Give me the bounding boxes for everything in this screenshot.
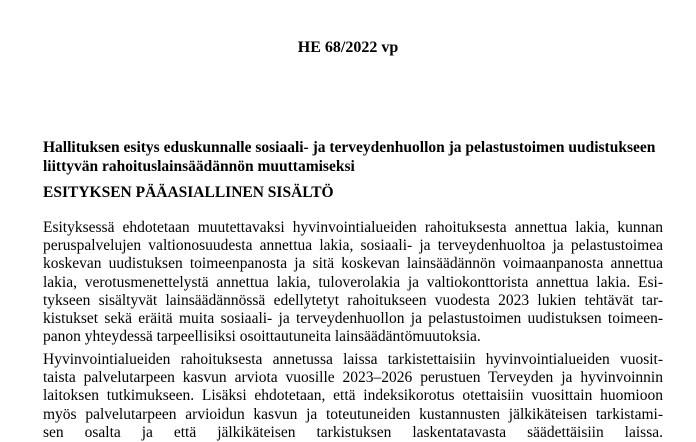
paragraph-line: Esityksessä ehdotetaan muutettavaksi hyvinvointialueiden rahoituksesta annettua lakia, kunnan	[43, 219, 663, 236]
paragraph-line: tykseen sisältyvät lainsäädännössä edellytetyt rahoitukseen vuodesta 2023 lukien tehtävät tar-	[43, 291, 663, 309]
document-id: HE 68/2022 vp	[297, 39, 399, 56]
paragraph-line: koskevan uudistuksen toimeenpanosta ja sitä koskevan lainsäädännön voimaanpanosta annettua	[43, 255, 663, 273]
paragraph-line: sen osalta ja että jälkikäteisen tarkistuksen laskentatavasta säädettäisiin laissa.	[43, 423, 663, 441]
paragraph-line: lakia, verotusmenettelystä annettua lakia, tuloverolakia ja valtiokonttorista annettua lakia. Esi-	[43, 273, 663, 291]
body-paragraph	[43, 351, 663, 442]
section-heading: ESITYKSEN PÄÄASIALLINEN SISÄLTÖ	[43, 184, 334, 201]
proposal-title-line: Hallituksen esitys eduskunnalle sosiaali- ja terveydenhuollon ja pelastustoimen uudistukseen	[43, 139, 656, 156]
paragraph-line: Hyvinvointialueiden rahoituksesta annetussa laissa tarkistettaisiin hyvinvointialueiden vuosit-	[43, 351, 663, 368]
proposal-title-line: liittyvän rahoituslainsäädännön muuttamiseksi	[43, 158, 355, 175]
proposal-title	[43, 138, 663, 176]
paragraph-line: taista palvelutarpeen kasvun arviota vuosille 2023–2026 perustuen Terveyden ja hyvinvoinnin	[43, 369, 663, 387]
body-paragraph	[43, 219, 663, 346]
paragraph-line: laitoksen tutkimukseen. Lisäksi ehdotetaan, että indeksikorotus otettaisiin vuosittain huomioon	[43, 387, 663, 405]
paragraph-line: peruspalvelujen valtionosuudesta annettua lakia, sosiaali- ja terveydenhuoltoa ja pelastustoimea	[43, 237, 663, 255]
paragraph-line: kistukset sekä eräitä muita sosiaali- ja terveydenhuollon ja pelastustoimen uudistuksen toimeen-	[43, 310, 663, 328]
paragraph-line: panon yhteydessä tarpeellisiksi osoittautuneita lainsäädäntömuutoksia.	[43, 328, 481, 346]
paragraph-line: myös palvelutarpeen arvioidun kasvun ja toteutuneiden kustannusten jälkikäteisen tarkistami-	[43, 405, 663, 423]
